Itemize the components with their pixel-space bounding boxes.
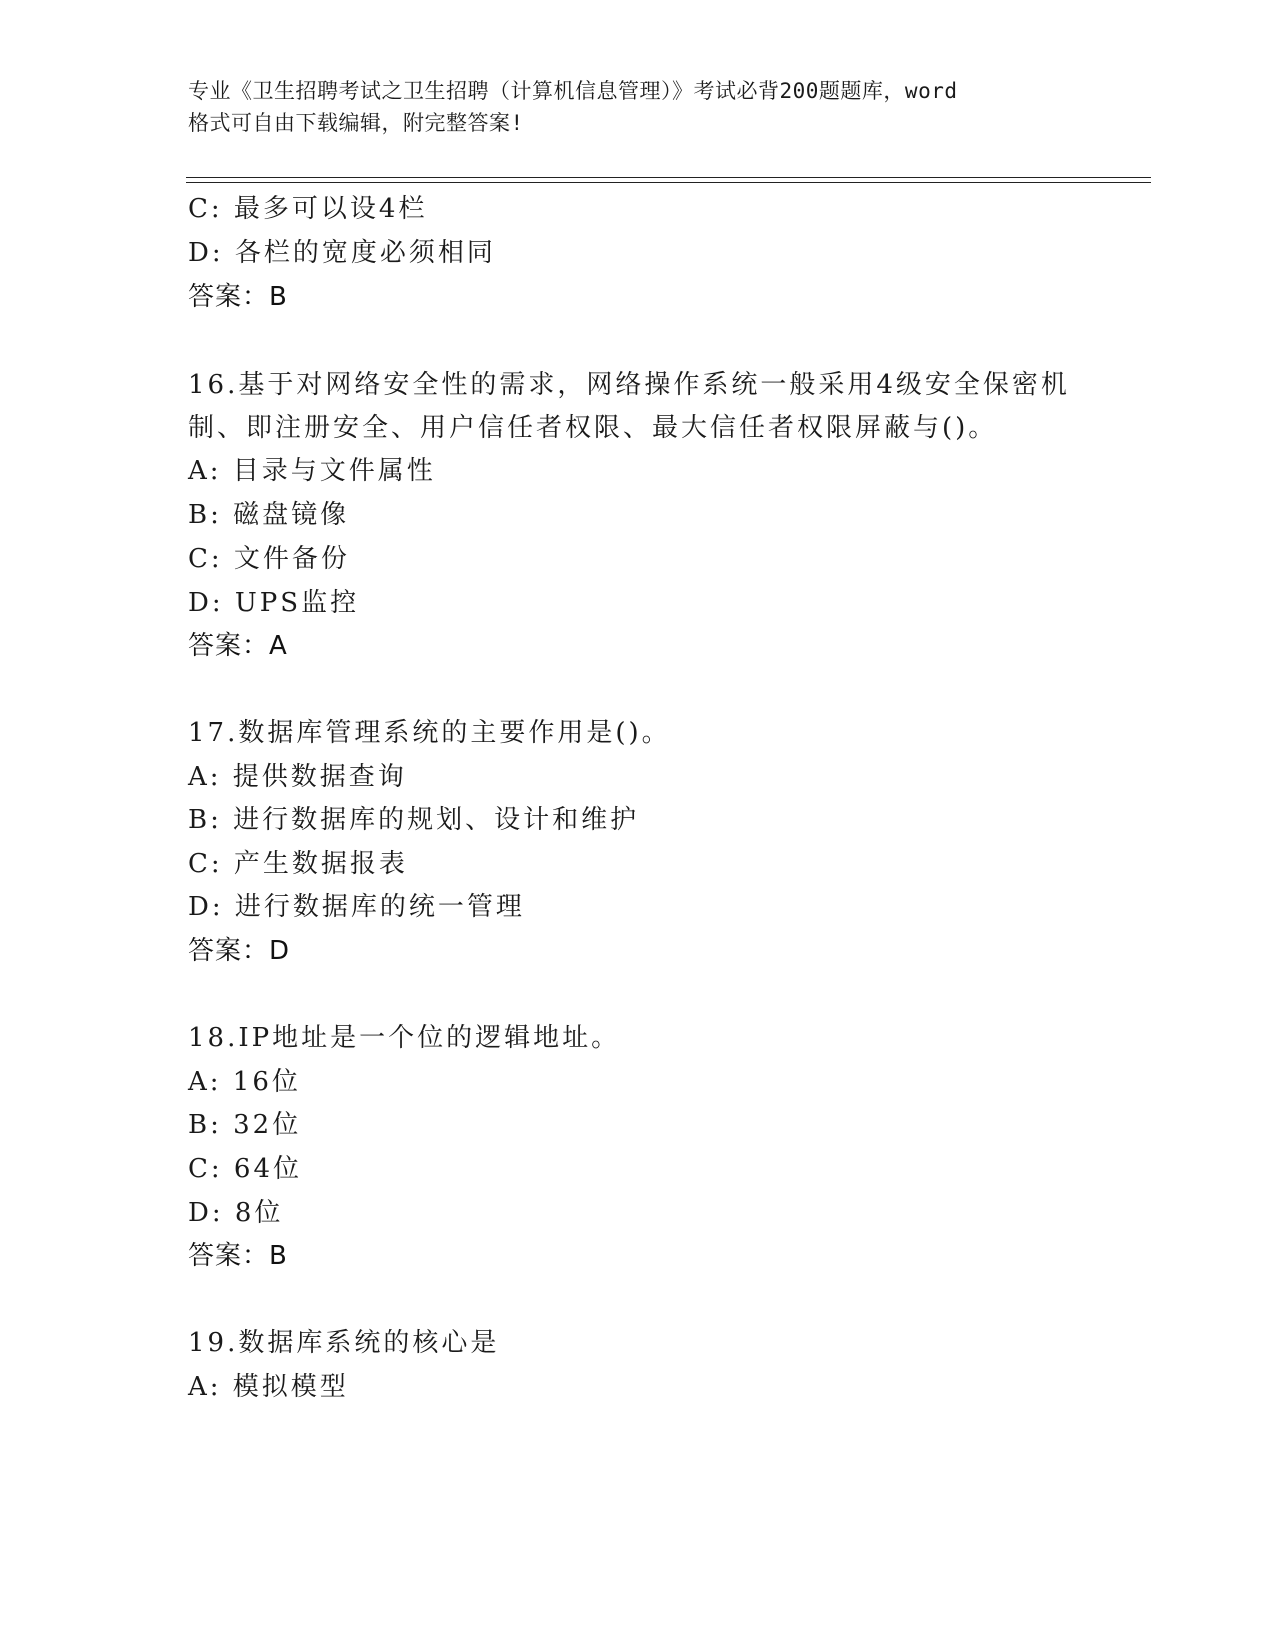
question-18-answer: 答案：B	[188, 1241, 288, 1271]
question-18-option-d: D: 8位	[188, 1198, 284, 1228]
question-17-option-d: D: 进行数据库的统一管理	[188, 892, 525, 922]
question-16-stem-line-1: 16.基于对网络安全性的需求，网络操作系统一般采用4级安全保密机	[188, 370, 1070, 400]
question-17-option-b: B: 进行数据库的规划、设计和维护	[188, 805, 640, 835]
question-17-option-c: C: 产生数据报表	[188, 849, 408, 879]
prev-option-d: D: 各栏的宽度必须相同	[188, 238, 496, 268]
prev-answer: 答案：B	[188, 282, 288, 312]
question-16-option-c: C: 文件备份	[188, 544, 350, 574]
question-18-option-c: C: 64位	[188, 1154, 303, 1184]
header-divider-bottom	[186, 182, 1151, 183]
question-17-option-a: A: 提供数据查询	[188, 762, 407, 792]
question-18-option-a: A: 16位	[188, 1067, 301, 1097]
prev-option-c: C: 最多可以设4栏	[188, 194, 428, 224]
header-line-2: 格式可自由下载编辑，附完整答案!	[188, 111, 524, 135]
question-16-answer: 答案：A	[188, 631, 288, 661]
question-16-option-d: D: UPS监控	[188, 588, 360, 618]
question-19-stem-line-1: 19.数据库系统的核心是	[188, 1328, 500, 1358]
question-17-answer: 答案：D	[188, 936, 291, 966]
question-16-option-a: A: 目录与文件属性	[188, 456, 436, 486]
question-16-option-b: B: 磁盘镜像	[188, 500, 350, 530]
question-18-stem-line-1: 18.IP地址是一个位的逻辑地址。	[188, 1023, 621, 1053]
header-line-1: 专业《卫生招聘考试之卫生招聘（计算机信息管理）》考试必背200题题库，word	[188, 79, 958, 103]
question-18-option-b: B: 32位	[188, 1110, 302, 1140]
document-header	[188, 75, 1088, 139]
header-divider-top	[186, 177, 1151, 178]
question-19-option-a: A: 模拟模型	[188, 1372, 349, 1402]
question-17-stem-line-1: 17.数据库管理系统的主要作用是()。	[188, 718, 671, 748]
question-16-stem-line-2: 制、即注册安全、用户信任者权限、最大信任者权限屏蔽与()。	[188, 413, 998, 443]
